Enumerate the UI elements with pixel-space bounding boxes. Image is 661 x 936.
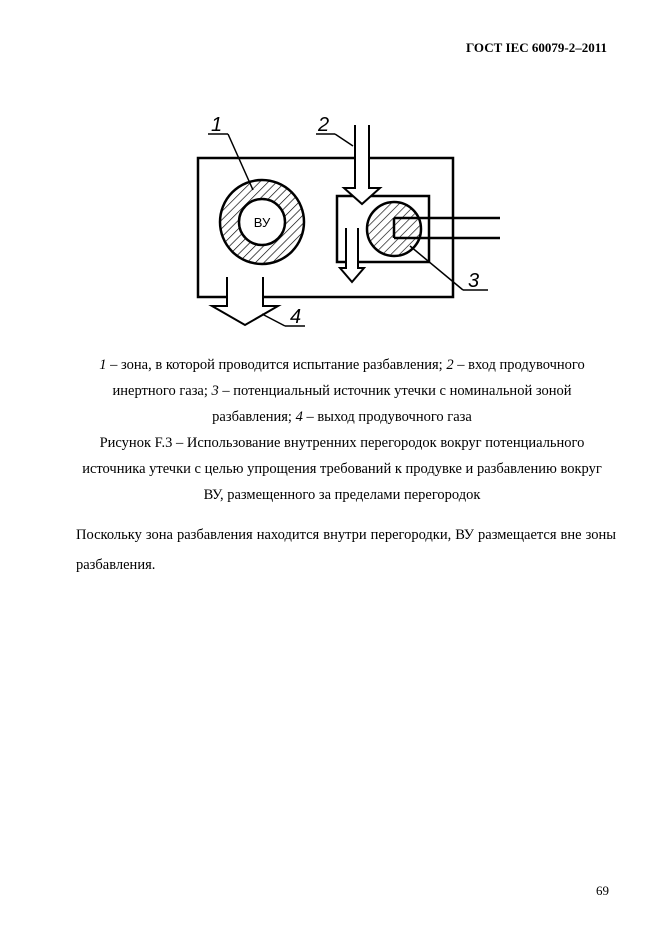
callout-2: 2 xyxy=(318,114,330,136)
leader-2 xyxy=(335,134,353,146)
purge-inlet-arrow xyxy=(344,125,380,204)
figure-title: Рисунок F.3 – Использование внутренних перегородок вокруг потенциального источника утечки с целью упрощения требований к продувке и разбавлению вокруг ВУ, размещенного за пределами перегородок xyxy=(82,435,602,503)
legend-num-2: 2 xyxy=(446,357,454,373)
legend-num-1: 1 xyxy=(99,357,107,373)
callout-1: 1 xyxy=(211,114,223,136)
legend-text-2: – вход продувочного инертного газа; xyxy=(112,357,585,399)
body-paragraph: Поскольку зона разбавления находится внутри перегородки, ВУ размещается вне зоны разбавления. xyxy=(76,527,616,573)
leader-3 xyxy=(410,246,463,290)
callout-3: 3 xyxy=(468,270,480,292)
legend-text-3: – потенциальный источник утечки с номинальной зоной разбавления; xyxy=(212,383,572,425)
leader-4 xyxy=(262,314,285,326)
document-header: ГОСТ IEC 60079-2–2011 xyxy=(465,40,607,55)
page-number: 69 xyxy=(596,883,609,898)
figure-legend xyxy=(76,352,608,430)
legend-num-4: 4 xyxy=(295,409,303,425)
legend-text-1: – зона, в которой проводится испытание разбавления; xyxy=(106,357,447,373)
equipment-label: ВУ xyxy=(253,215,271,230)
legend-text-4: – выход продувочного газа xyxy=(302,409,472,425)
partition-diagram xyxy=(195,108,515,338)
legend-num-3: 3 xyxy=(211,383,219,399)
leader-1 xyxy=(228,134,253,190)
callout-4: 4 xyxy=(290,306,302,328)
figure-caption xyxy=(76,352,608,508)
